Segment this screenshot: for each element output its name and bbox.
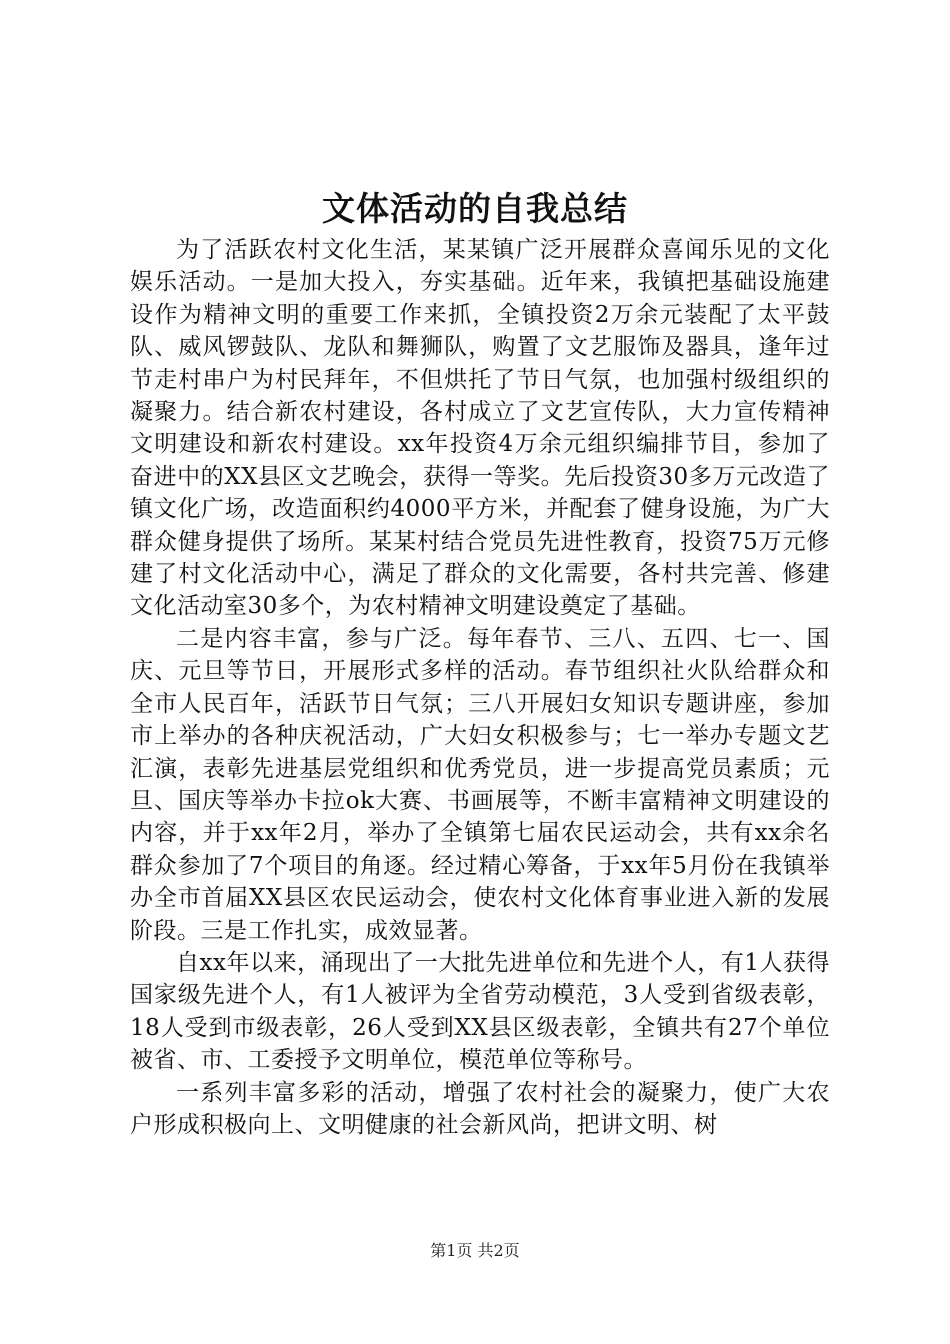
page-number-footer: 第1页 共2页 bbox=[430, 1241, 520, 1260]
document-body bbox=[130, 234, 830, 1141]
paragraph-4: 一系列丰富多彩的活动，增强了农村社会的凝聚力，使广大农户形成积极向上、文明健康的社会新风尚，把讲文明、树 bbox=[130, 1079, 830, 1138]
paragraph-3: 自xx年以来，涌现出了一大批先进单位和先进个人，有1人获得国家级先进个人，有1人被评为全省劳动模范，3人受到省级表彰，18人受到市级表彰，26人受到XX县区级表彰，全镇共有27个单位被省、市、工委授予文明单位，模范单位等称号。 bbox=[130, 949, 830, 1074]
paragraph-2: 二是内容丰富，参与广泛。每年春节、三八、五四、七一、国庆、元旦等节日，开展形式多样的活动。春节组织社火队给群众和全市人民百年，活跃节日气氛；三八开展妇女知识专题讲座，参加市上举办的各种庆祝活动，广大妇女积极参与；七一举办专题文艺汇演，表彰先进基层党组织和优秀党员，进一步提高党员素质；元旦、国庆等举办卡拉ok大赛、书画展等，不断丰富精神文明建设的内容，并于xx年2月，举办了全镇第七届农民运动会，共有xx余名群众参加了7个项目的角逐。经过精心筹备，于xx年5月份在我镇举办全市首届XX县区农民运动会，使农村文化体育事业进入新的发展阶段。三是工作扎实，成效显著。 bbox=[130, 625, 830, 944]
document-title: 文体活动的自我总结 bbox=[322, 189, 628, 228]
paragraph-1: 为了活跃农村文化生活，某某镇广泛开展群众喜闻乐见的文化娱乐活动。一是加大投入，夯实基础。近年来，我镇把基础设施建设作为精神文明的重要工作来抓，全镇投资2万余元装配了太平鼓队、威风锣鼓队、龙队和舞狮队，购置了文艺服饰及器具，逢年过节走村串户为村民拜年，不但烘托了节日气氛，也加强村级组织的凝聚力。结合新农村建设，各村成立了文艺宣传队，大力宣传精神文明建设和新农村建设。xx年投资4万余元组织编排节目，参加了奋进中的XX县区文艺晚会，获得一等奖。先后投资30多万元改造了镇文化广场，改造面积约4000平方米，并配套了健身设施，为广大群众健身提供了场所。某某村结合党员先进性教育，投资75万元修建了村文化活动中心，满足了群众的文化需要，各村共完善、修建文化活动室30多个，为农村精神文明建设奠定了基础。 bbox=[130, 237, 830, 620]
